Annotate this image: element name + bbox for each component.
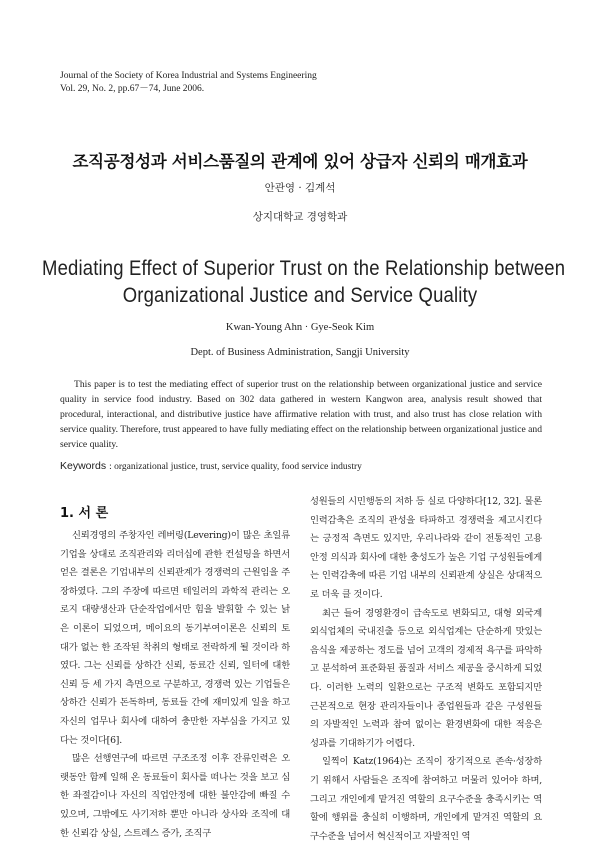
journal-info	[60, 70, 317, 96]
journal-issue: Vol. 29, No. 2, pp.67－74, June 2006.	[60, 84, 205, 94]
left-paragraph-2: 많은 선행연구에 따르면 구조조정 이후 잔류인력은 오랫동안 함께 일해 온 동료들이 회사를 떠나는 것을 보고 심한 좌절감이나 자신의 직업안정에 대한 불안감에 빠질 수 있으며, 그밖에도 사기저하 뿐만 아니라 상사와 조직에 대한 신뢰감 상실, 스트레스 증가, 조직구	[60, 753, 290, 839]
journal-name: Journal of the Society of Korea Industrial and Systems Engineering	[60, 71, 317, 81]
keywords	[60, 460, 362, 472]
left-paragraph-1: 신뢰경영의 주창자인 레버링(Levering)이 많은 초일류 기업을 상대로 조직관리와 리더십에 관한 컨설팅을 하면서 얻은 결론은 기업내부의 신뢰관계가 경쟁력의 근원임을 주장하였다. 그의 주장에 따르면 테일러의 과학적 관리는 오로지 대량생산과 단순작업에서만 힘을 발휘할 수 있는 낡은 이론이 되었으며, 메이요의 동기부여이론은 신뢰의 토대가 없는 한 조작된 착취의 형태로 전락하게 될 것이라 하였다. 그는 신뢰를 상하간 신뢰, 동료간 신뢰, 일터에 대한 신뢰 등 세 가지 측면으로 구분하고, 경쟁력 있는 기업들은 상하간 신뢰가 돈독하며, 동료들 간에 재미있게 일을 하고 자신의 업무나 회사에 대하여 충만한 자부심을 가지고 있다는 것이다[6].	[60, 530, 290, 746]
left-column	[60, 527, 290, 845]
english-title-line-1: Mediating Effect of Superior Trust on the Relationship between	[42, 256, 566, 280]
right-paragraph-2: 최근 들어 경영환경이 급속도로 변화되고, 대형 외국계 외식업체의 국내진출 등으로 외식업계는 단순하게 맛있는 음식을 제공하는 정도를 넘어 고객의 경제적 욕구를 파악하고 분석하여 표준화된 품질과 서비스 제공을 중시하게 되었다. 이러한 노력의 일환으로는 구조적 변화도 포함되지만 근본적으로 현장 관리자들이나 종업원들과 같은 구성원들의 자발적인 노력과 참여 없이는 환경변화에 대한 적응은 성과를 기대하기가 어렵다.	[310, 607, 542, 749]
english-title-line-2: Organizational Justice and Service Quality	[122, 283, 478, 307]
english-affiliation: Dept. of Business Administration, Sangji University	[190, 347, 410, 358]
right-column	[310, 493, 542, 845]
right-paragraph-3: 일찍이 Katz(1964)는 조직이 장기적으로 존속·성장하기 위해서 사람들은 조직에 참여하고 머물러 있어야 하며, 그리고 개인에게 맡겨진 역할의 요구수준을 충족시키는 역할에 행위를 충실히 이행하며, 개인에게 맡겨진 역할의 요구수준을 넘어서 혁신적이고 자발적인 역	[310, 756, 542, 842]
korean-affiliation: 상지대학교 경영학과	[252, 211, 348, 223]
english-title	[42, 255, 566, 309]
keywords-text: : organizational justice, trust, service quality, food service industry	[109, 462, 362, 472]
korean-title: 조직공정성과 서비스품질의 관계에 있어 상급자 신뢰의 매개효과	[72, 152, 528, 171]
keywords-label: Keywords	[60, 460, 107, 472]
section-heading: 1. 서 론	[60, 506, 109, 521]
korean-authors: 안관영 · 김계석	[264, 182, 336, 194]
english-authors: Kwan-Young Ahn · Gye-Seok Kim	[225, 322, 375, 333]
right-paragraph-1: 성원들의 시민행동의 저하 등 실로 다양하다[12, 32]. 물론 인력감축은 조직의 관성을 타파하고 경쟁력을 제고시킨다는 긍정적 측면도 있지만, 우리나라와 같이 전통적인 고용안정 의식과 회사에 대한 충성도가 높은 기업 구성원들에게는 인력감축에 따른 기업 내부의 신뢰관계 상실은 상대적으로 더욱 클 것이다.	[310, 496, 542, 600]
abstract: This paper is to test the mediating effect of superior trust on the relationship between organizational justice and service quality in service food industry. Based on 302 data gathered in western Kangwon area, analysis result showed that procedural, interactional, and distributive justice have affirmative relation with trust, and also trust has close relation with service quality. Therefore, trust appeared to have fully mediating effect on the relationship between organizational justice and service quality.	[60, 379, 542, 451]
